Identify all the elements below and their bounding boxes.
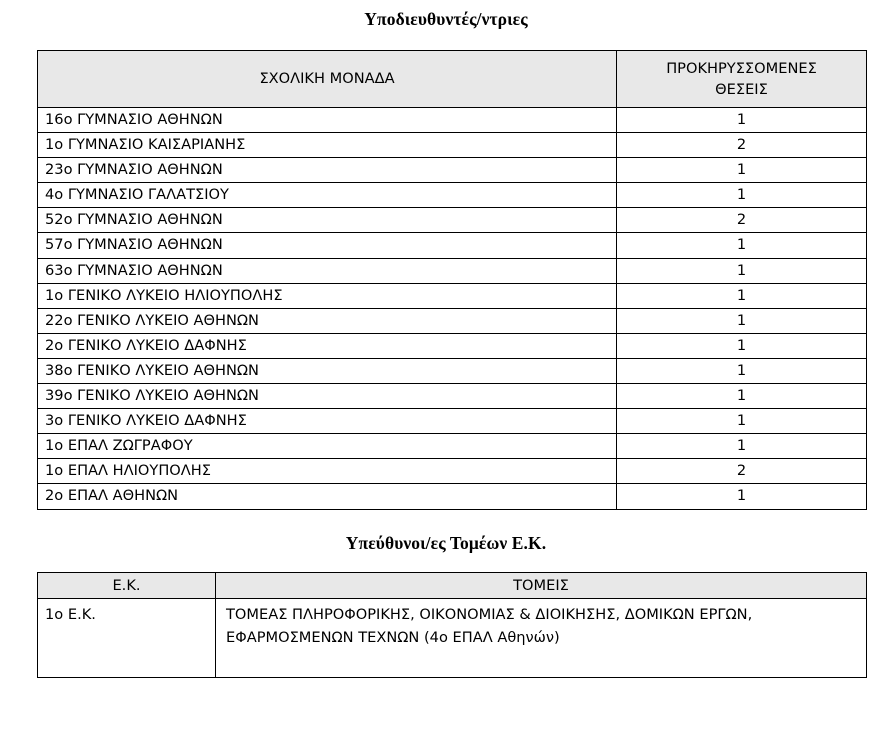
cell-announced-positions: 1 xyxy=(617,308,867,333)
table-wrapper-positions xyxy=(0,50,892,510)
cell-school-unit: 38ο ΓΕΝΙΚΟ ΛΥΚΕΙΟ ΑΘΗΝΩΝ xyxy=(38,358,617,383)
cell-sectors-line-1: ΤΟΜΕΑΣ ΠΛΗΡΟΦΟΡΙΚΗΣ, ΟΙΚΟΝΟΜΙΑΣ & ΔΙΟΙΚΗΣΗΣ, ΔΟΜΙΚΩΝ ΕΡΓΩΝ, xyxy=(226,605,753,623)
cell-announced-positions: 1 xyxy=(617,484,867,509)
table-header-row xyxy=(38,572,867,598)
cell-school-unit: 1ο ΓΕΝΙΚΟ ΛΥΚΕΙΟ ΗΛΙΟΥΠΟΛΗΣ xyxy=(38,283,617,308)
cell-school-unit: 63ο ΓΥΜΝΑΣΙΟ ΑΘΗΝΩΝ xyxy=(38,258,617,283)
table-row xyxy=(38,434,867,459)
column-header-tomeis: ΤΟΜΕΙΣ xyxy=(216,572,867,598)
table-row xyxy=(38,384,867,409)
positions-table xyxy=(37,50,867,510)
cell-ek: 1ο Ε.Κ. xyxy=(38,598,216,677)
table-row xyxy=(38,258,867,283)
cell-announced-positions: 1 xyxy=(617,233,867,258)
cell-announced-positions: 1 xyxy=(617,283,867,308)
table-row xyxy=(38,283,867,308)
cell-announced-positions: 1 xyxy=(617,258,867,283)
cell-announced-positions: 1 xyxy=(617,384,867,409)
sectors-table-body xyxy=(38,598,867,677)
cell-school-unit: 57ο ΓΥΜΝΑΣΙΟ ΑΘΗΝΩΝ xyxy=(38,233,617,258)
sectors-table xyxy=(37,572,867,678)
cell-announced-positions: 1 xyxy=(617,434,867,459)
table-row xyxy=(38,459,867,484)
cell-school-unit: 22ο ΓΕΝΙΚΟ ΛΥΚΕΙΟ ΑΘΗΝΩΝ xyxy=(38,308,617,333)
column-header-school-unit: ΣΧΟΛΙΚΗ ΜΟΝΑΔΑ xyxy=(38,51,617,108)
positions-table-header xyxy=(38,51,867,108)
cell-school-unit: 1ο ΕΠΑΛ ΖΩΓΡΑΦΟΥ xyxy=(38,434,617,459)
column-header-line-2: ΘΕΣΕΙΣ xyxy=(715,81,768,98)
column-header-announced-positions xyxy=(617,51,867,108)
cell-announced-positions: 2 xyxy=(617,133,867,158)
cell-school-unit: 39ο ΓΕΝΙΚΟ ΛΥΚΕΙΟ ΑΘΗΝΩΝ xyxy=(38,384,617,409)
cell-announced-positions: 2 xyxy=(617,459,867,484)
table-row xyxy=(38,333,867,358)
section-title-ypodiefthyntes: Υποδιευθυντές/ντριες xyxy=(364,9,528,29)
cell-school-unit: 2ο ΓΕΝΙΚΟ ΛΥΚΕΙΟ ΔΑΦΝΗΣ xyxy=(38,333,617,358)
table-row xyxy=(38,108,867,133)
cell-announced-positions: 1 xyxy=(617,158,867,183)
table-row xyxy=(38,208,867,233)
column-header-ek: Ε.Κ. xyxy=(38,572,216,598)
cell-announced-positions: 1 xyxy=(617,183,867,208)
cell-announced-positions: 1 xyxy=(617,108,867,133)
cell-school-unit: 1ο ΕΠΑΛ ΗΛΙΟΥΠΟΛΗΣ xyxy=(38,459,617,484)
cell-school-unit: 4ο ΓΥΜΝΑΣΙΟ ΓΑΛΑΤΣΙΟΥ xyxy=(38,183,617,208)
cell-school-unit: 3ο ΓΕΝΙΚΟ ΛΥΚΕΙΟ ΔΑΦΝΗΣ xyxy=(38,409,617,434)
cell-announced-positions: 1 xyxy=(617,358,867,383)
table-row xyxy=(38,233,867,258)
table-row xyxy=(38,484,867,509)
table-row xyxy=(38,133,867,158)
cell-sectors xyxy=(216,598,867,677)
cell-school-unit: 16ο ΓΥΜΝΑΣΙΟ ΑΘΗΝΩΝ xyxy=(38,108,617,133)
table-row xyxy=(38,308,867,333)
sectors-table-header xyxy=(38,572,867,598)
table-wrapper-sectors xyxy=(0,572,892,678)
table-row xyxy=(38,409,867,434)
cell-school-unit: 2ο ΕΠΑΛ ΑΘΗΝΩΝ xyxy=(38,484,617,509)
table-row xyxy=(38,598,867,677)
table-row xyxy=(38,183,867,208)
cell-announced-positions: 1 xyxy=(617,409,867,434)
table-row xyxy=(38,358,867,383)
column-header-line-1: ΠΡΟΚΗΡΥΣΣΟΜΕΝΕΣ xyxy=(666,59,817,77)
section-title-ypefthynoi-tomeon: Υπεύθυνοι/ες Τομέων Ε.Κ. xyxy=(345,532,547,553)
positions-table-body xyxy=(38,108,867,510)
table-row xyxy=(38,158,867,183)
cell-school-unit: 1ο ΓΥΜΝΑΣΙΟ ΚΑΙΣΑΡΙΑΝΗΣ xyxy=(38,133,617,158)
cell-announced-positions: 1 xyxy=(617,333,867,358)
cell-school-unit: 52ο ΓΥΜΝΑΣΙΟ ΑΘΗΝΩΝ xyxy=(38,208,617,233)
table-header-row xyxy=(38,51,867,108)
cell-sectors-line-2: ΕΦΑΡΜΟΣΜΕΝΩΝ ΤΕΧΝΩΝ (4ο ΕΠΑΛ Αθηνών) xyxy=(226,629,560,647)
cell-school-unit: 23ο ΓΥΜΝΑΣΙΟ ΑΘΗΝΩΝ xyxy=(38,158,617,183)
cell-announced-positions: 2 xyxy=(617,208,867,233)
